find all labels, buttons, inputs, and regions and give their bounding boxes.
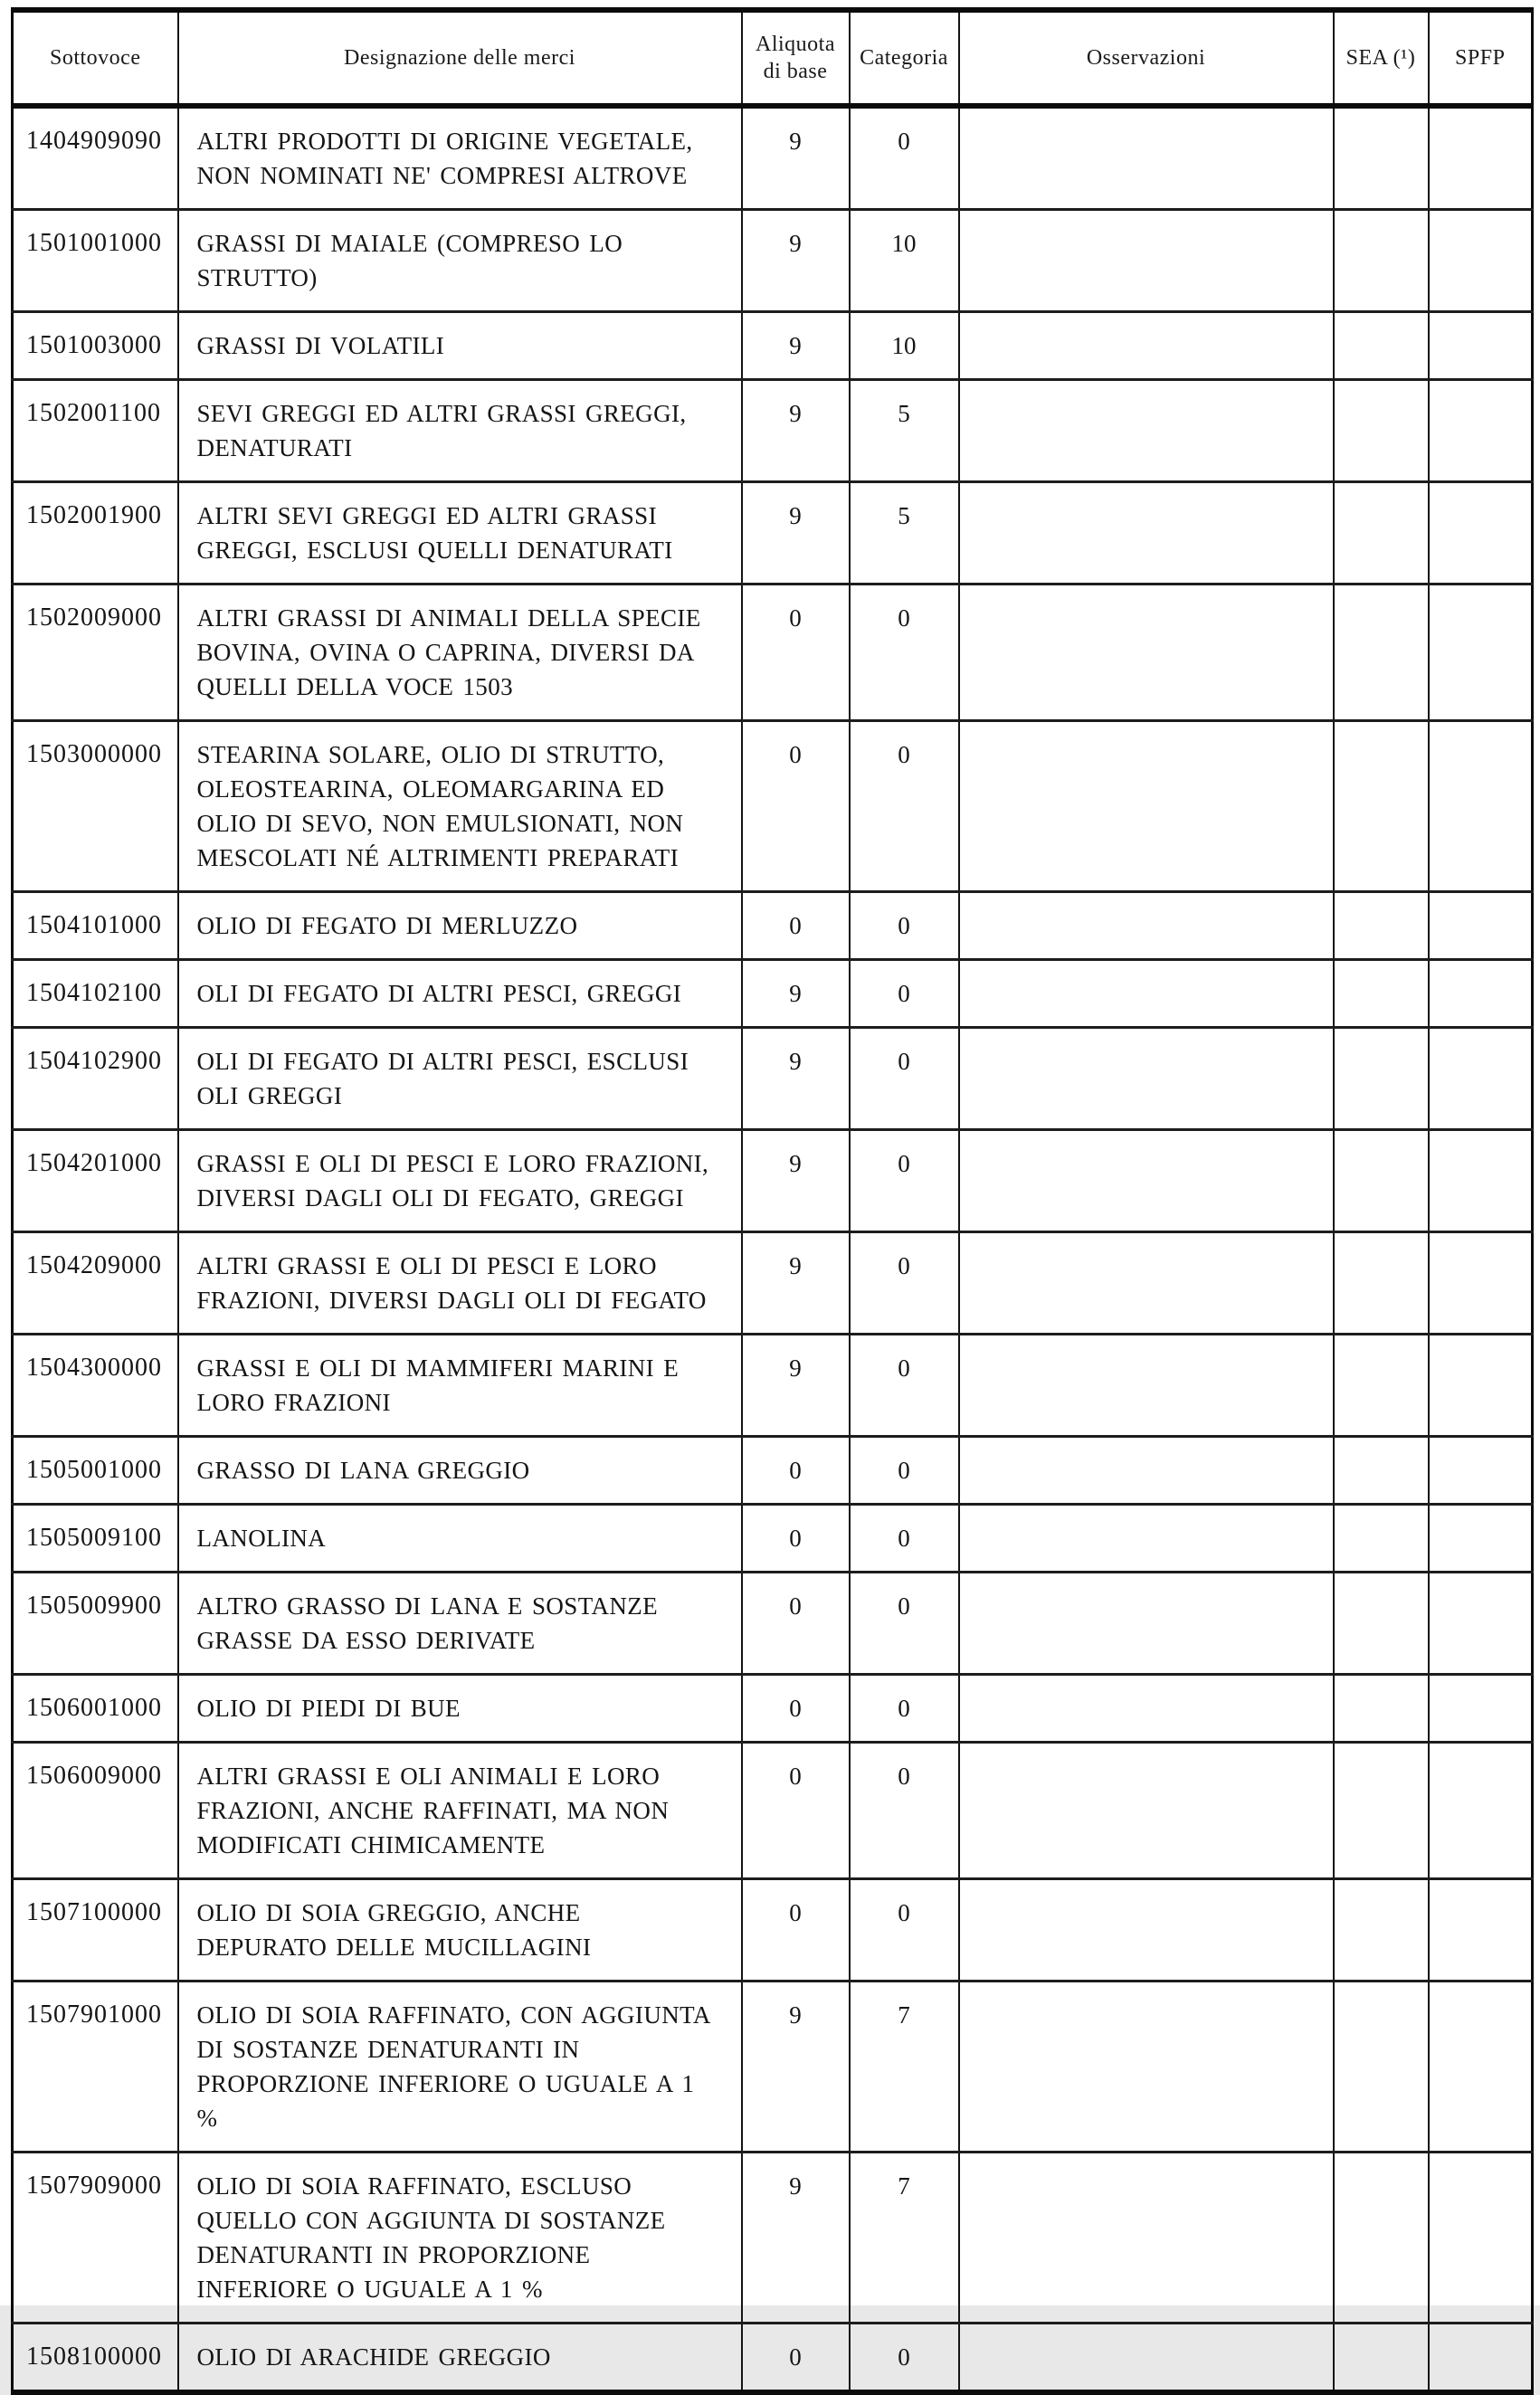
cell-osservazioni: [959, 2153, 1334, 2324]
cell-designazione: ALTRI GRASSI DI ANIMALI DELLA SPECIE BOVINA, OVINA O CAPRINA, DIVERSI DA QUELLI DELLA VOCE 1503: [178, 584, 742, 721]
cell-aliquota-di-base: 9: [742, 312, 850, 380]
cell-aliquota-di-base: 0: [742, 2324, 850, 2393]
cell-sea: [1334, 380, 1429, 482]
cell-aliquota-di-base: 9: [742, 2153, 850, 2324]
cell-sottovoce: 1505009100: [13, 1505, 178, 1573]
cell-osservazioni: [959, 721, 1334, 892]
cell-categoria: 0: [850, 1743, 959, 1879]
cell-categoria: 5: [850, 482, 959, 584]
cell-designazione: GRASSO DI LANA GREGGIO: [178, 1437, 742, 1505]
column-header-sottovoce: Sottovoce: [13, 10, 178, 106]
cell-sottovoce: 1504300000: [13, 1335, 178, 1437]
table-row: [13, 1573, 1533, 1675]
cell-osservazioni: [959, 960, 1334, 1028]
cell-categoria: 0: [850, 1573, 959, 1675]
cell-categoria: 0: [850, 1879, 959, 1982]
table-row: [13, 960, 1533, 1028]
column-header-osservazioni: Osservazioni: [959, 10, 1334, 106]
cell-sea: [1334, 1505, 1429, 1573]
table-row: [13, 721, 1533, 892]
cell-osservazioni: [959, 2324, 1334, 2393]
cell-spfp: [1429, 1130, 1533, 1232]
cell-osservazioni: [959, 1982, 1334, 2153]
cell-aliquota-di-base: 9: [742, 1130, 850, 1232]
table-row: [13, 1743, 1533, 1879]
cell-sea: [1334, 2324, 1429, 2393]
cell-categoria: 0: [850, 721, 959, 892]
cell-designazione: GRASSI E OLI DI PESCI E LORO FRAZIONI, DIVERSI DAGLI OLI DI FEGATO, GREGGI: [178, 1130, 742, 1232]
table-row: [13, 892, 1533, 960]
cell-sottovoce: 1501001000: [13, 210, 178, 312]
cell-aliquota-di-base: 0: [742, 1437, 850, 1505]
table-row: [13, 1130, 1533, 1232]
table-row: [13, 380, 1533, 482]
cell-categoria: 0: [850, 1130, 959, 1232]
table-row: [13, 1028, 1533, 1130]
cell-osservazioni: [959, 892, 1334, 960]
cell-spfp: [1429, 1028, 1533, 1130]
cell-aliquota-di-base: 0: [742, 1743, 850, 1879]
table-row: [13, 1879, 1533, 1982]
table-row: [13, 1232, 1533, 1335]
cell-designazione: OLIO DI SOIA RAFFINATO, ESCLUSO QUELLO CON AGGIUNTA DI SOSTANZE DENATURANTI IN PROPORZIONE INFERIORE O UGUALE A 1 %: [178, 2153, 742, 2324]
cell-categoria: 0: [850, 1437, 959, 1505]
cell-designazione: OLIO DI ARACHIDE GREGGIO: [178, 2324, 742, 2393]
cell-spfp: [1429, 380, 1533, 482]
cell-osservazioni: [959, 1437, 1334, 1505]
cell-sottovoce: 1504102100: [13, 960, 178, 1028]
cell-categoria: 5: [850, 380, 959, 482]
cell-designazione: OLIO DI SOIA GREGGIO, ANCHE DEPURATO DELLE MUCILLAGINI: [178, 1879, 742, 1982]
cell-sottovoce: 1504101000: [13, 892, 178, 960]
cell-sea: [1334, 482, 1429, 584]
cell-sottovoce: 1502001900: [13, 482, 178, 584]
cell-osservazioni: [959, 482, 1334, 584]
table-row: [13, 106, 1533, 210]
cell-categoria: 10: [850, 312, 959, 380]
cell-designazione: GRASSI DI VOLATILI: [178, 312, 742, 380]
cell-spfp: [1429, 960, 1533, 1028]
cell-sottovoce: 1506001000: [13, 1675, 178, 1743]
cell-spfp: [1429, 482, 1533, 584]
cell-sottovoce: 1502009000: [13, 584, 178, 721]
cell-spfp: [1429, 312, 1533, 380]
cell-categoria: 7: [850, 2153, 959, 2324]
cell-sottovoce: 1504102900: [13, 1028, 178, 1130]
cell-sea: [1334, 1437, 1429, 1505]
cell-sottovoce: 1504209000: [13, 1232, 178, 1335]
cell-categoria: 0: [850, 1335, 959, 1437]
cell-aliquota-di-base: 0: [742, 1675, 850, 1743]
cell-designazione: GRASSI DI MAIALE (COMPRESO LO STRUTTO): [178, 210, 742, 312]
cell-designazione: OLI DI FEGATO DI ALTRI PESCI, ESCLUSI OLI GREGGI: [178, 1028, 742, 1130]
cell-osservazioni: [959, 1743, 1334, 1879]
cell-sea: [1334, 721, 1429, 892]
cell-aliquota-di-base: 9: [742, 106, 850, 210]
table-row: [13, 1982, 1533, 2153]
cell-designazione: SEVI GREGGI ED ALTRI GRASSI GREGGI, DENATURATI: [178, 380, 742, 482]
cell-aliquota-di-base: 9: [742, 960, 850, 1028]
cell-designazione: LANOLINA: [178, 1505, 742, 1573]
cell-spfp: [1429, 1335, 1533, 1437]
table-row: [13, 2153, 1533, 2324]
cell-designazione: OLIO DI SOIA RAFFINATO, CON AGGIUNTA DI SOSTANZE DENATURANTI IN PROPORZIONE INFERIORE O UGUALE A 1 %: [178, 1982, 742, 2153]
cell-sea: [1334, 1982, 1429, 2153]
cell-aliquota-di-base: 9: [742, 1028, 850, 1130]
cell-osservazioni: [959, 1675, 1334, 1743]
cell-sea: [1334, 2153, 1429, 2324]
cell-aliquota-di-base: 9: [742, 380, 850, 482]
cell-osservazioni: [959, 106, 1334, 210]
cell-osservazioni: [959, 1130, 1334, 1232]
cell-sottovoce: 1505009900: [13, 1573, 178, 1675]
table-row: [13, 584, 1533, 721]
cell-osservazioni: [959, 1879, 1334, 1982]
cell-spfp: [1429, 1982, 1533, 2153]
cell-sea: [1334, 1028, 1429, 1130]
cell-designazione: OLIO DI FEGATO DI MERLUZZO: [178, 892, 742, 960]
cell-spfp: [1429, 106, 1533, 210]
cell-designazione: GRASSI E OLI DI MAMMIFERI MARINI E LORO FRAZIONI: [178, 1335, 742, 1437]
cell-spfp: [1429, 1437, 1533, 1505]
cell-aliquota-di-base: 9: [742, 1335, 850, 1437]
cell-spfp: [1429, 1675, 1533, 1743]
column-header-categoria: Categoria: [850, 10, 959, 106]
cell-categoria: 0: [850, 1232, 959, 1335]
cell-sea: [1334, 1879, 1429, 1982]
cell-osservazioni: [959, 312, 1334, 380]
cell-sea: [1334, 312, 1429, 380]
cell-sea: [1334, 1335, 1429, 1437]
cell-aliquota-di-base: 9: [742, 1982, 850, 2153]
cell-osservazioni: [959, 1232, 1334, 1335]
cell-sea: [1334, 1130, 1429, 1232]
cell-designazione: ALTRI GRASSI E OLI DI PESCI E LORO FRAZIONI, DIVERSI DAGLI OLI DI FEGATO: [178, 1232, 742, 1335]
cell-spfp: [1429, 2153, 1533, 2324]
cell-osservazioni: [959, 210, 1334, 312]
cell-osservazioni: [959, 584, 1334, 721]
cell-sea: [1334, 1573, 1429, 1675]
cell-aliquota-di-base: 0: [742, 1573, 850, 1675]
cell-sottovoce: 1404909090: [13, 106, 178, 210]
cell-designazione: ALTRI PRODOTTI DI ORIGINE VEGETALE, NON NOMINATI NE' COMPRESI ALTROVE: [178, 106, 742, 210]
cell-sottovoce: 1505001000: [13, 1437, 178, 1505]
column-header-sea: SEA (¹): [1334, 10, 1429, 106]
cell-sea: [1334, 892, 1429, 960]
cell-categoria: 0: [850, 584, 959, 721]
table-row: [13, 2324, 1533, 2393]
column-header-aliquota: Aliquota di base: [742, 10, 850, 106]
cell-designazione: ALTRO GRASSO DI LANA E SOSTANZE GRASSE DA ESSO DERIVATE: [178, 1573, 742, 1675]
cell-categoria: 0: [850, 1675, 959, 1743]
cell-aliquota-di-base: 0: [742, 1879, 850, 1982]
cell-osservazioni: [959, 1028, 1334, 1130]
cell-sea: [1334, 960, 1429, 1028]
cell-spfp: [1429, 1879, 1533, 1982]
cell-designazione: STEARINA SOLARE, OLIO DI STRUTTO, OLEOSTEARINA, OLEOMARGARINA ED OLIO DI SEVO, NON EMULSIONATI, NON MESCOLATI NÉ ALTRIMENTI PREPARATI: [178, 721, 742, 892]
cell-sea: [1334, 106, 1429, 210]
table-row: [13, 210, 1533, 312]
cell-sea: [1334, 1232, 1429, 1335]
table-row: [13, 312, 1533, 380]
tariff-table: [11, 7, 1534, 2395]
cell-sottovoce: 1504201000: [13, 1130, 178, 1232]
cell-sottovoce: 1508100000: [13, 2324, 178, 2393]
cell-spfp: [1429, 210, 1533, 312]
cell-osservazioni: [959, 1505, 1334, 1573]
cell-sottovoce: 1507100000: [13, 1879, 178, 1982]
cell-sea: [1334, 1675, 1429, 1743]
column-header-designazione: Designazione delle merci: [178, 10, 742, 106]
cell-spfp: [1429, 1743, 1533, 1879]
table-header-row: [13, 10, 1533, 106]
cell-aliquota-di-base: 9: [742, 210, 850, 312]
cell-aliquota-di-base: 9: [742, 482, 850, 584]
cell-spfp: [1429, 584, 1533, 721]
cell-sottovoce: 1506009000: [13, 1743, 178, 1879]
cell-categoria: 0: [850, 1028, 959, 1130]
cell-aliquota-di-base: 0: [742, 584, 850, 721]
cell-sea: [1334, 1743, 1429, 1879]
cell-spfp: [1429, 1232, 1533, 1335]
cell-sea: [1334, 210, 1429, 312]
cell-categoria: 0: [850, 106, 959, 210]
table-row: [13, 1675, 1533, 1743]
cell-categoria: 0: [850, 892, 959, 960]
cell-sea: [1334, 584, 1429, 721]
cell-spfp: [1429, 2324, 1533, 2393]
table-row: [13, 482, 1533, 584]
cell-osservazioni: [959, 380, 1334, 482]
cell-designazione: OLIO DI PIEDI DI BUE: [178, 1675, 742, 1743]
table-row: [13, 1335, 1533, 1437]
cell-spfp: [1429, 1573, 1533, 1675]
cell-spfp: [1429, 892, 1533, 960]
table-row: [13, 1437, 1533, 1505]
cell-osservazioni: [959, 1573, 1334, 1675]
cell-categoria: 10: [850, 210, 959, 312]
cell-sottovoce: 1501003000: [13, 312, 178, 380]
cell-sottovoce: 1503000000: [13, 721, 178, 892]
cell-categoria: 7: [850, 1982, 959, 2153]
cell-designazione: ALTRI GRASSI E OLI ANIMALI E LORO FRAZIONI, ANCHE RAFFINATI, MA NON MODIFICATI CHIMICAMENTE: [178, 1743, 742, 1879]
column-header-spfp: SPFP: [1429, 10, 1533, 106]
cell-aliquota-di-base: 0: [742, 892, 850, 960]
cell-osservazioni: [959, 1335, 1334, 1437]
table-row: [13, 1505, 1533, 1573]
cell-sottovoce: 1502001100: [13, 380, 178, 482]
cell-aliquota-di-base: 0: [742, 721, 850, 892]
cell-categoria: 0: [850, 960, 959, 1028]
cell-categoria: 0: [850, 2324, 959, 2393]
cell-designazione: ALTRI SEVI GREGGI ED ALTRI GRASSI GREGGI, ESCLUSI QUELLI DENATURATI: [178, 482, 742, 584]
cell-sottovoce: 1507901000: [13, 1982, 178, 2153]
cell-spfp: [1429, 1505, 1533, 1573]
cell-aliquota-di-base: 0: [742, 1505, 850, 1573]
cell-aliquota-di-base: 9: [742, 1232, 850, 1335]
cell-designazione: OLI DI FEGATO DI ALTRI PESCI, GREGGI: [178, 960, 742, 1028]
cell-sottovoce: 1507909000: [13, 2153, 178, 2324]
cell-categoria: 0: [850, 1505, 959, 1573]
cell-spfp: [1429, 721, 1533, 892]
